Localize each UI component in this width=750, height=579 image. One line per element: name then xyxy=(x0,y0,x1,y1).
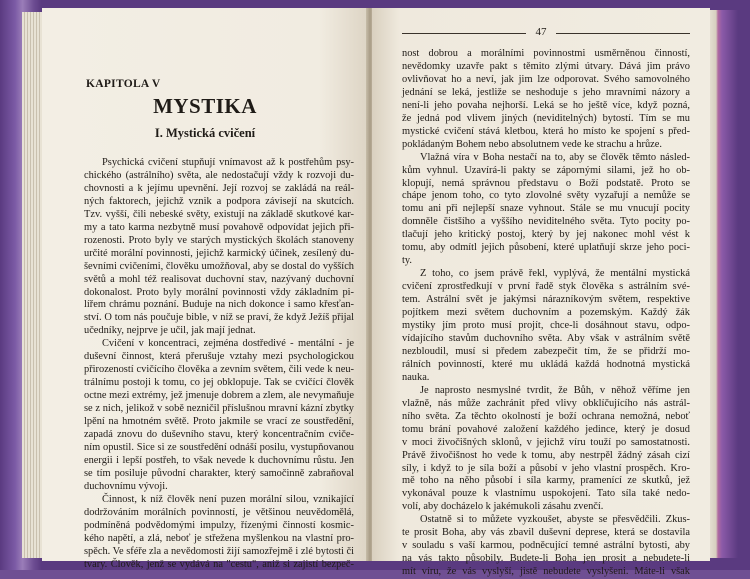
text-line: Tzv. vyšší, čili nebeské světy, existují na základě skutkové kar- xyxy=(84,208,354,220)
text-line: se tím posiluje původní charakter, který samočinně zabraňoval xyxy=(84,467,354,479)
text-line: lpění na hmotném světě. Proto jakmile se vrací ze soustředění, xyxy=(84,416,354,428)
page-number: 47 xyxy=(535,26,547,38)
text-line: rálních povinností, které mu ukládá každá hodnotná mystická xyxy=(402,358,690,370)
paragraph xyxy=(402,268,690,385)
text-line: jednání se leká, jestliže se neshoduje s jeho mravními názory a xyxy=(402,86,690,98)
chapter-title: MYSTIKA xyxy=(153,94,257,118)
text-line: duchovnímu vývoji. xyxy=(84,480,168,492)
text-line: přirozeností cvičícího člověka a zevním světem, čili vede k neu- xyxy=(84,364,354,376)
text-line: ství. O tom nás poučuje bible, v níž se praví, že když Ježíš přijal xyxy=(84,312,354,324)
cover-edge xyxy=(710,10,738,558)
text-line: síly, i když to je síla boží a působí v jeho vlastní prospěch. Kro- xyxy=(402,462,690,474)
text-line: nost dobrou a morálními povinnostmi usměrněnou činností, xyxy=(402,48,690,59)
text-line: dokonalost. Proto byly morální povinnosti vždy základním pi- xyxy=(84,286,354,298)
text-line: Činnost, k níž člověk není puzen morální silou, vznikající xyxy=(102,493,354,505)
text-line: v moci živočišných sklonů, v jejichž víru touží po samostatnosti. xyxy=(402,436,690,448)
paragraph xyxy=(402,48,690,152)
paragraph xyxy=(84,494,354,572)
text-line: Právě živočišnost ho vede k tomu, aby nestrpěl žádný zásah cizí xyxy=(402,449,690,461)
text-line: ševními cvičeními, člověku umožňoval, aby se dostal do vyšších xyxy=(84,260,354,272)
text-line: kům vyhnul. Uzavírá-li pakty se zápornými silami, jež ho ob- xyxy=(402,164,690,176)
text-line: se z nich, jelikož v sobě nezničil příslušnou mravní kázní zbytky xyxy=(84,403,354,415)
text-line: lířem chrámu poznání. Buduje na nich dokonce i samo křesťan- xyxy=(84,299,354,311)
text-line: v souladu s vaší karmou, podněcující temné astrální bytosti, aby xyxy=(402,540,690,552)
header-rule-right xyxy=(556,33,690,34)
text-line: tlačují jeho kritický postoj, který by jej nakonec mohl vést k xyxy=(402,229,690,241)
paragraph xyxy=(84,157,354,338)
text-line: tomu ani při nejlepší snaze vyhnout. Stále se mu vnucují pocity xyxy=(402,203,690,215)
text-line: te prosit Boha, aby vás zbavil duševní deprese, která se dostavila xyxy=(402,527,690,539)
text-line: Cvičení v koncentraci, zejména dostředivé - mentální - je xyxy=(102,338,354,350)
text-line: volí, aby docházelo k jakémukoli zásahu zvenčí. xyxy=(402,501,604,513)
chapter-heading: KAPITOLA V xyxy=(86,78,161,90)
text-line: světů a mohl též realisovat duchovní stav, nazývaný duchovní xyxy=(84,273,354,285)
text-line: duševní činnost, která přerušuje vztahy mezi psychologickou xyxy=(84,351,354,363)
text-line: ním opustil. Sice si ze soustředění odnáší posilu, vystupňovanou xyxy=(84,441,354,453)
paragraph xyxy=(402,514,690,579)
right-page-body xyxy=(402,48,690,579)
text-line: chápe jenom toho, co tyto zlovolné světy vyzařují a nemůže se xyxy=(402,190,690,202)
text-line: vídajícího stavům duchovního světa. Aby však v astrálním světě xyxy=(402,332,690,344)
text-line: na vás takto působily. Budete-li Boha jen prosit a nebudete-li xyxy=(402,553,690,565)
text-line: určité morální povinnosti, jejichž karmický účinek, zesílený du- xyxy=(84,247,354,259)
paragraph xyxy=(402,152,690,269)
text-line: cvičení zprostředkují v první řadě styk člověka s astrálním své- xyxy=(402,281,690,293)
text-line: nevědomky uzavře pakt s těmito zlými útvary. Dává jim právo xyxy=(402,60,690,72)
text-line: tem. Astrální svět je jakýmsi nárazníkovým světem, respektive xyxy=(402,294,690,306)
text-line: Psychická cvičení stupňují vnímavost až k postřehům psy- xyxy=(102,157,354,168)
text-line: učedníky, nejprve je učil, jak mají jednat. xyxy=(84,325,256,337)
text-line: není-li jeho povaha nejhorší. Leká se ho ještě více, když pozná, xyxy=(402,99,690,111)
text-line: Z toho, co jsem právě řekl, vyplývá, že mentální mystická xyxy=(420,268,690,280)
text-line: ty. xyxy=(402,255,413,267)
text-line: ního světa. Za těchto okolností je boží ochrana nemožná, neboť xyxy=(402,410,690,422)
text-line: mě toho na něho působí i síla karmy, pramenící ze skutků, jež xyxy=(402,475,690,487)
text-line: tomu brání povahové založení každého jedince, který je dosud xyxy=(402,423,690,435)
page-stack-edge xyxy=(22,12,42,558)
text-line: ných faktorech, jejichž vznik a podpora závisejí na skutcích. xyxy=(84,195,354,207)
text-line: nezbloudil, musí si předem zabezpečit tím, že se přidrží mo- xyxy=(402,345,690,357)
text-line: klopují, nemá správnou představu o Boží podstatě. Proto se xyxy=(402,177,690,189)
left-page xyxy=(42,8,368,570)
text-line: energii i lepší postřeh, to však nevede k duchovnímu růstu. Jen xyxy=(84,454,354,466)
text-line: spěch. Ve sféře zla a nevědomosti žijí samozřejmě i zlé bytosti či xyxy=(84,545,354,557)
text-line: Je naprosto nesmyslné tvrdit, že Bůh, v něhož věříme jen xyxy=(420,384,690,396)
section-heading: I. Mystická cvičení xyxy=(154,126,256,140)
text-line: tvary. Člověk, jenž se vydává na "cestu", aniž si zajistí bezpeč- xyxy=(84,558,354,570)
right-page xyxy=(372,8,710,578)
text-line: vykonával pouze k vlastnímu uspokojení. Tato síla také nedo- xyxy=(402,488,690,500)
paragraph xyxy=(84,338,354,493)
text-line: octne mezi extrémy, jež jmenuje dobrem a zlem, ale nevymaňuje xyxy=(84,390,354,402)
text-line: tomu, aby odmítl jejich působení, které uplatňují skrze jeho poci- xyxy=(402,242,690,254)
text-line: Vlažná víra v Boha nestačí na to, aby se člověk těmto násled- xyxy=(420,151,690,163)
text-line: Ostatně si to můžete vyzkoušet, abyste se přesvědčili. Zkus- xyxy=(420,514,690,526)
text-line: zapadá znovu do duševního stavu, který koncentračním cviče- xyxy=(84,429,354,441)
text-line: pojítkem mezi světem duchovním a pozemským. Každý žák xyxy=(402,307,690,319)
text-line: že jedná pod vlivem jiných (neviditelných) bytostí. Tím se mu xyxy=(402,112,690,124)
text-line: domněle čistšího a vyššího neviditelného světa. Tyto pocity po- xyxy=(402,216,690,228)
text-line: mít víru, že vás vyslyší, jistě nebudete vyslyšeni. Máte-li však xyxy=(402,566,690,578)
text-line: trálnímu postoji k tomu, co jej obklopuje. Tak se cvičící člověk xyxy=(84,377,354,389)
text-line: my a tato karma nezbytně musí povahově odpovídat jejich při- xyxy=(84,221,354,233)
text-line: dodržováním morálních povinností, je většinou neuvědomělá, xyxy=(84,506,354,518)
text-line: mystické cvičení stává kletbou, která ho místo ke spojení s před- xyxy=(402,125,690,137)
text-line: nauka. xyxy=(402,371,430,383)
text-line: ovlivňovat ho a neví, jak jim lze odporovat. Svého samovolného xyxy=(402,73,690,85)
text-line: vlažně, nás může zachránit před vlivy obklíčujícího nás astrál- xyxy=(402,397,690,409)
text-line: mystiky jím proto musí projít, chce-li dosáhnout stavu, odpo- xyxy=(402,320,690,332)
text-line: chického (astrálního) světa, ale nedostačují vždy k rozvoji du- xyxy=(84,169,354,181)
text-line: chovnosti a k jejímu upevnění. Její rozvoj se zakládá na reál- xyxy=(84,182,354,194)
left-page-body xyxy=(84,157,354,572)
paragraph xyxy=(402,385,690,515)
text-line: podmíněná podvědomými impulzy, řízenými činností kosmic- xyxy=(84,519,354,531)
text-line: pokládaným Bohem nebo absolutnem vede ke strachu a hrůze. xyxy=(402,138,662,150)
text-line: kého napětí, a zlá, neboť je střežena myšlenkou na vlastní pro- xyxy=(84,532,354,544)
text-line: rozenosti. Proto byly ve starých mystických školách stanoveny xyxy=(84,234,354,246)
